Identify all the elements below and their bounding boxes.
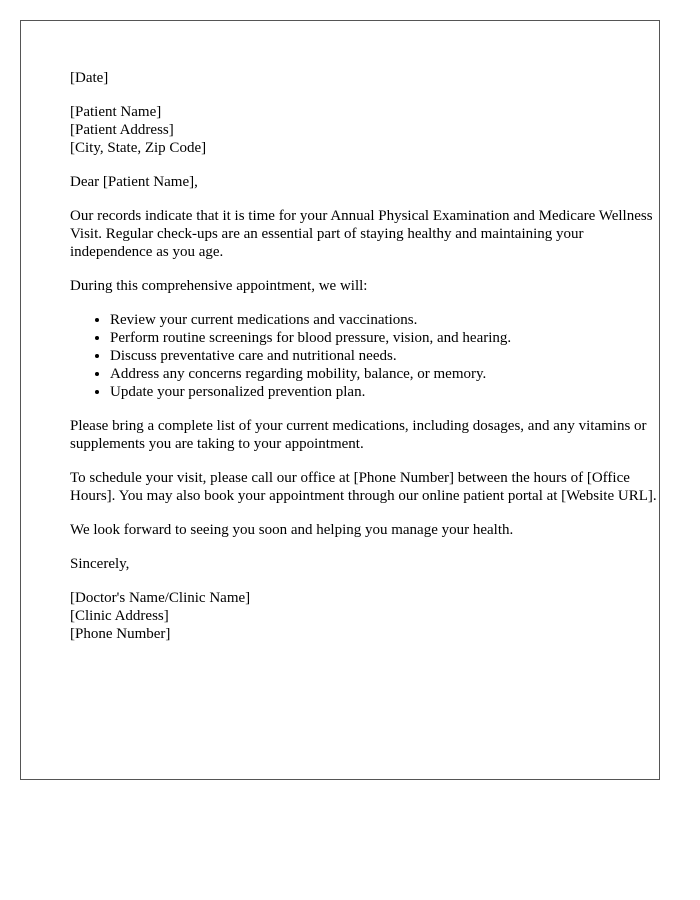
letter-body: [70, 69, 660, 659]
appointment-lead: During this comprehensive appointment, we will:: [70, 278, 368, 294]
recipient-city-state-zip: [City, State, Zip Code]: [70, 140, 207, 156]
signature-address: [Clinic Address]: [70, 608, 169, 624]
intro-paragraph: Our records indicate that it is time for your Annual Physical Examination and Medicare Wellness Visit. Regular check-ups are an essential part of staying healthy and maintaining your independence as you age.: [70, 208, 653, 260]
scheduling-paragraph: To schedule your visit, please call our office at [Phone Number] between the hours of [Office Hours]. You may also book your appointment through our online patient portal at [Website URL].: [70, 470, 657, 504]
recipient-address: [Patient Address]: [70, 122, 174, 138]
signature-name: [Doctor's Name/Clinic Name]: [70, 590, 251, 606]
list-item: • Review your current medications and vaccinations.: [110, 311, 660, 329]
medications-paragraph: Please bring a complete list of your current medications, including dosages, and any vitamins or supplements you are taking to your appointment.: [70, 418, 647, 452]
appointment-item-list: [70, 311, 660, 401]
list-item: • Update your personalized prevention plan.: [110, 383, 660, 401]
list-item: • Address any concerns regarding mobility, balance, or memory.: [110, 365, 660, 383]
signature-phone: [Phone Number]: [70, 626, 171, 642]
closing-paragraph: We look forward to seeing you soon and helping you manage your health.: [70, 522, 514, 538]
list-item: • Discuss preventative care and nutritional needs.: [110, 347, 660, 365]
letter-frame: [20, 20, 660, 780]
letter-date: [70, 69, 660, 87]
salutation: Dear [Patient Name],: [70, 174, 198, 190]
list-item: • Perform routine screenings for blood pressure, vision, and hearing.: [110, 329, 660, 347]
recipient-address-block: [70, 103, 660, 157]
signature-block: [70, 589, 660, 643]
sign-off: Sincerely,: [70, 556, 130, 572]
date-text: [Date]: [70, 70, 109, 86]
recipient-name: [Patient Name]: [70, 104, 162, 120]
